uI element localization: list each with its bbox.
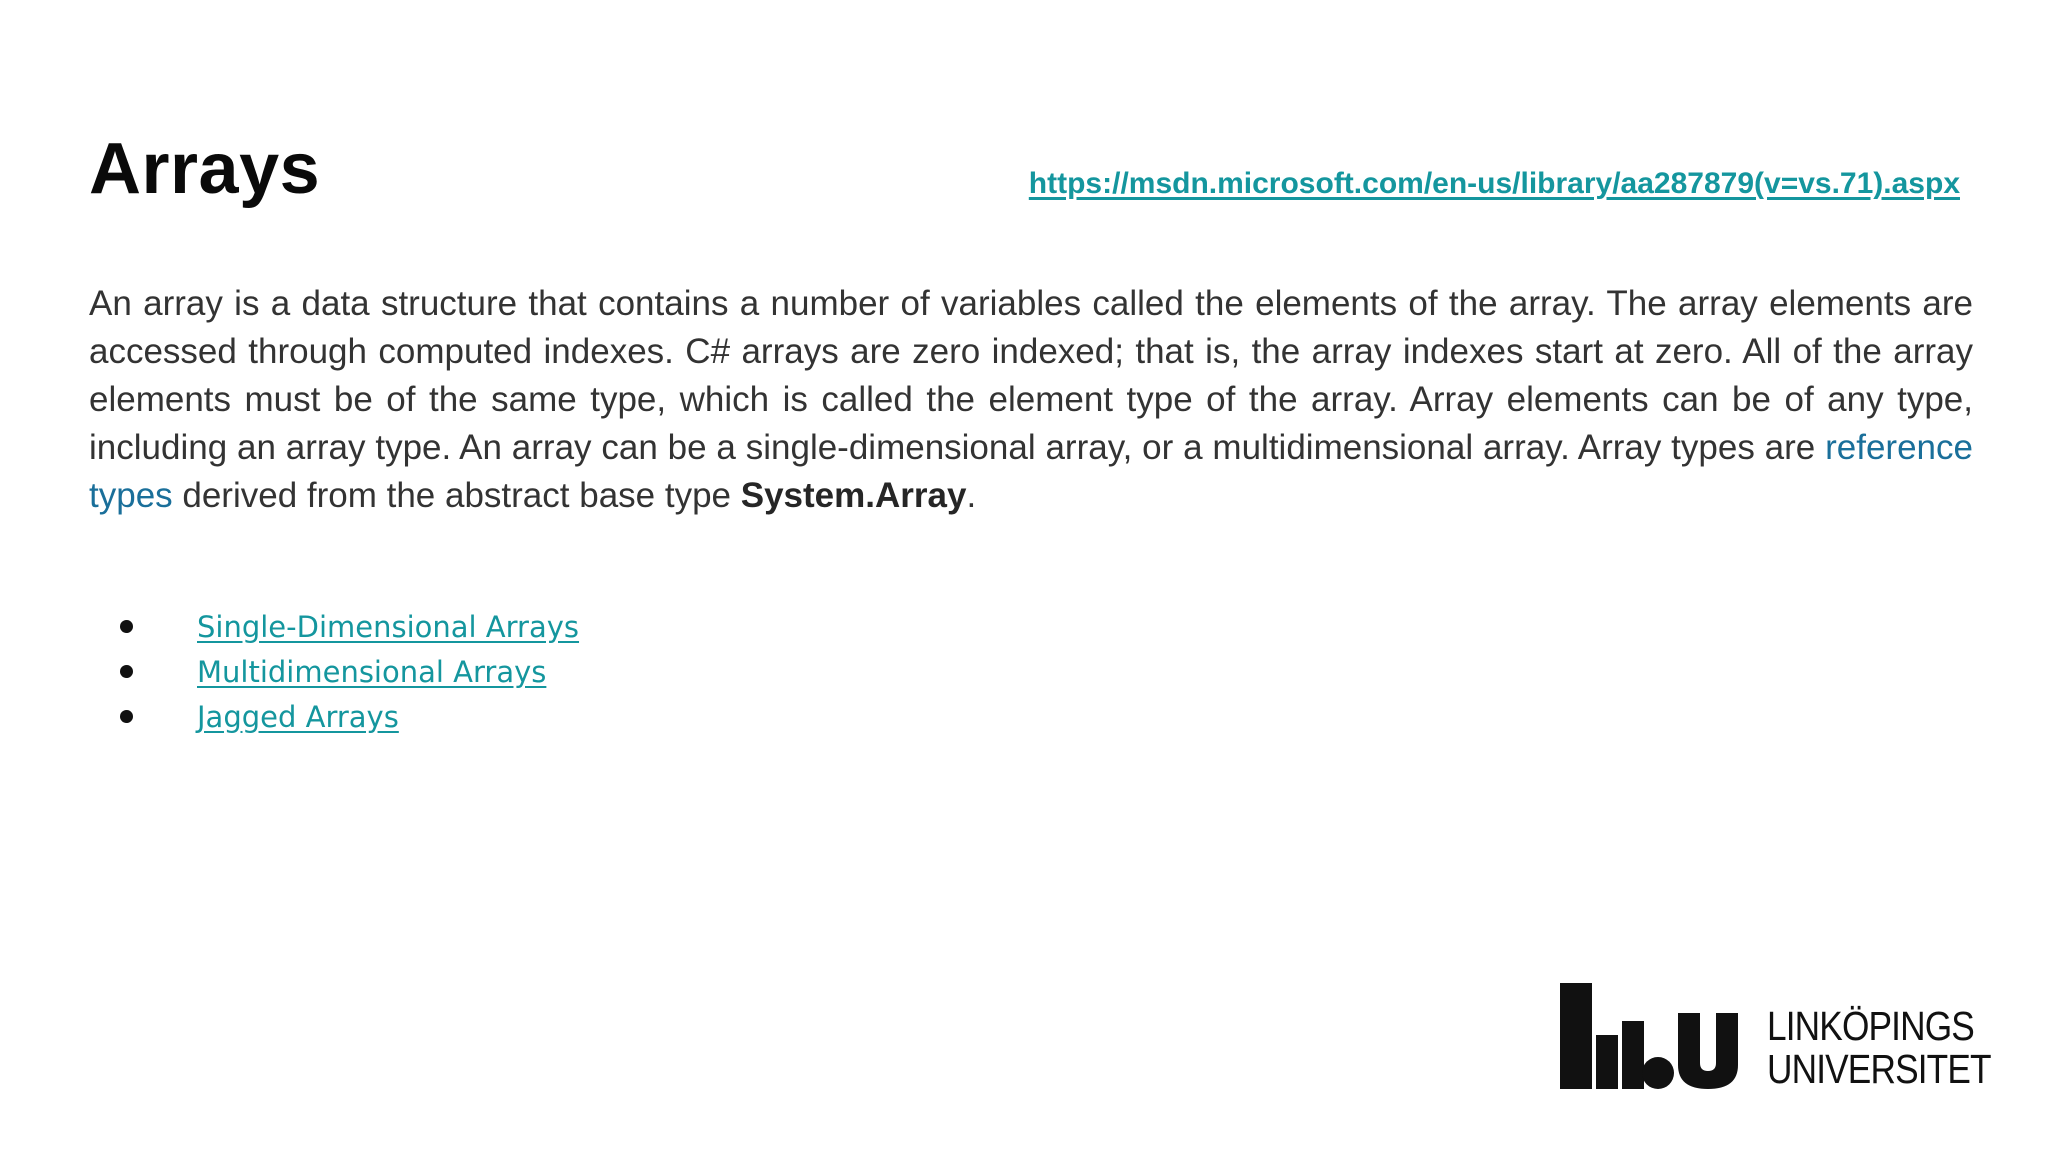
liu-logo-icon — [1560, 975, 1760, 1090]
logo-line-1: LINKÖPINGS — [1767, 1003, 1974, 1049]
reference-types-link[interactable]: reference types — [89, 428, 1973, 515]
intro-paragraph — [89, 280, 1973, 520]
paragraph-text: An array is a data structure that contains a number of variables called the elements of the array. The array elements are accessed through computed indexes. C# arrays are zero indexed; that is, the array indexes start at zero. All of the array elements must be of the same type, which is called the element type of the array. Array elements can be of any type, including an array type. An array can be a single-dimensional array, or a multidimensional array. Array types are — [89, 284, 1973, 467]
msdn-source-link[interactable]: https://msdn.microsoft.com/en-us/library/aa287879(v=vs.71).aspx — [1028, 167, 1960, 200]
slide-title: Arrays — [89, 129, 321, 209]
logo-line-2: UNIVERSITET — [1767, 1046, 1991, 1092]
jagged-arrays-link[interactable]: Jagged Arrays — [197, 699, 399, 734]
bullet-icon — [120, 665, 133, 678]
list-item — [120, 694, 579, 739]
list-item — [120, 649, 579, 694]
bullet-icon — [120, 620, 133, 633]
system-array-term: System.Array — [740, 476, 967, 515]
bullet-icon — [120, 710, 133, 723]
paragraph-text-continued: derived from the abstract base type — [172, 476, 741, 515]
list-item — [120, 604, 579, 649]
topic-list — [120, 604, 579, 739]
single-dimensional-arrays-link[interactable]: Single-Dimensional Arrays — [197, 609, 580, 644]
multidimensional-arrays-link[interactable]: Multidimensional Arrays — [197, 654, 547, 689]
paragraph-end: . — [966, 476, 977, 515]
liu-logo-wordmark — [1767, 1005, 2027, 1091]
liu-logo — [1560, 975, 2000, 1090]
